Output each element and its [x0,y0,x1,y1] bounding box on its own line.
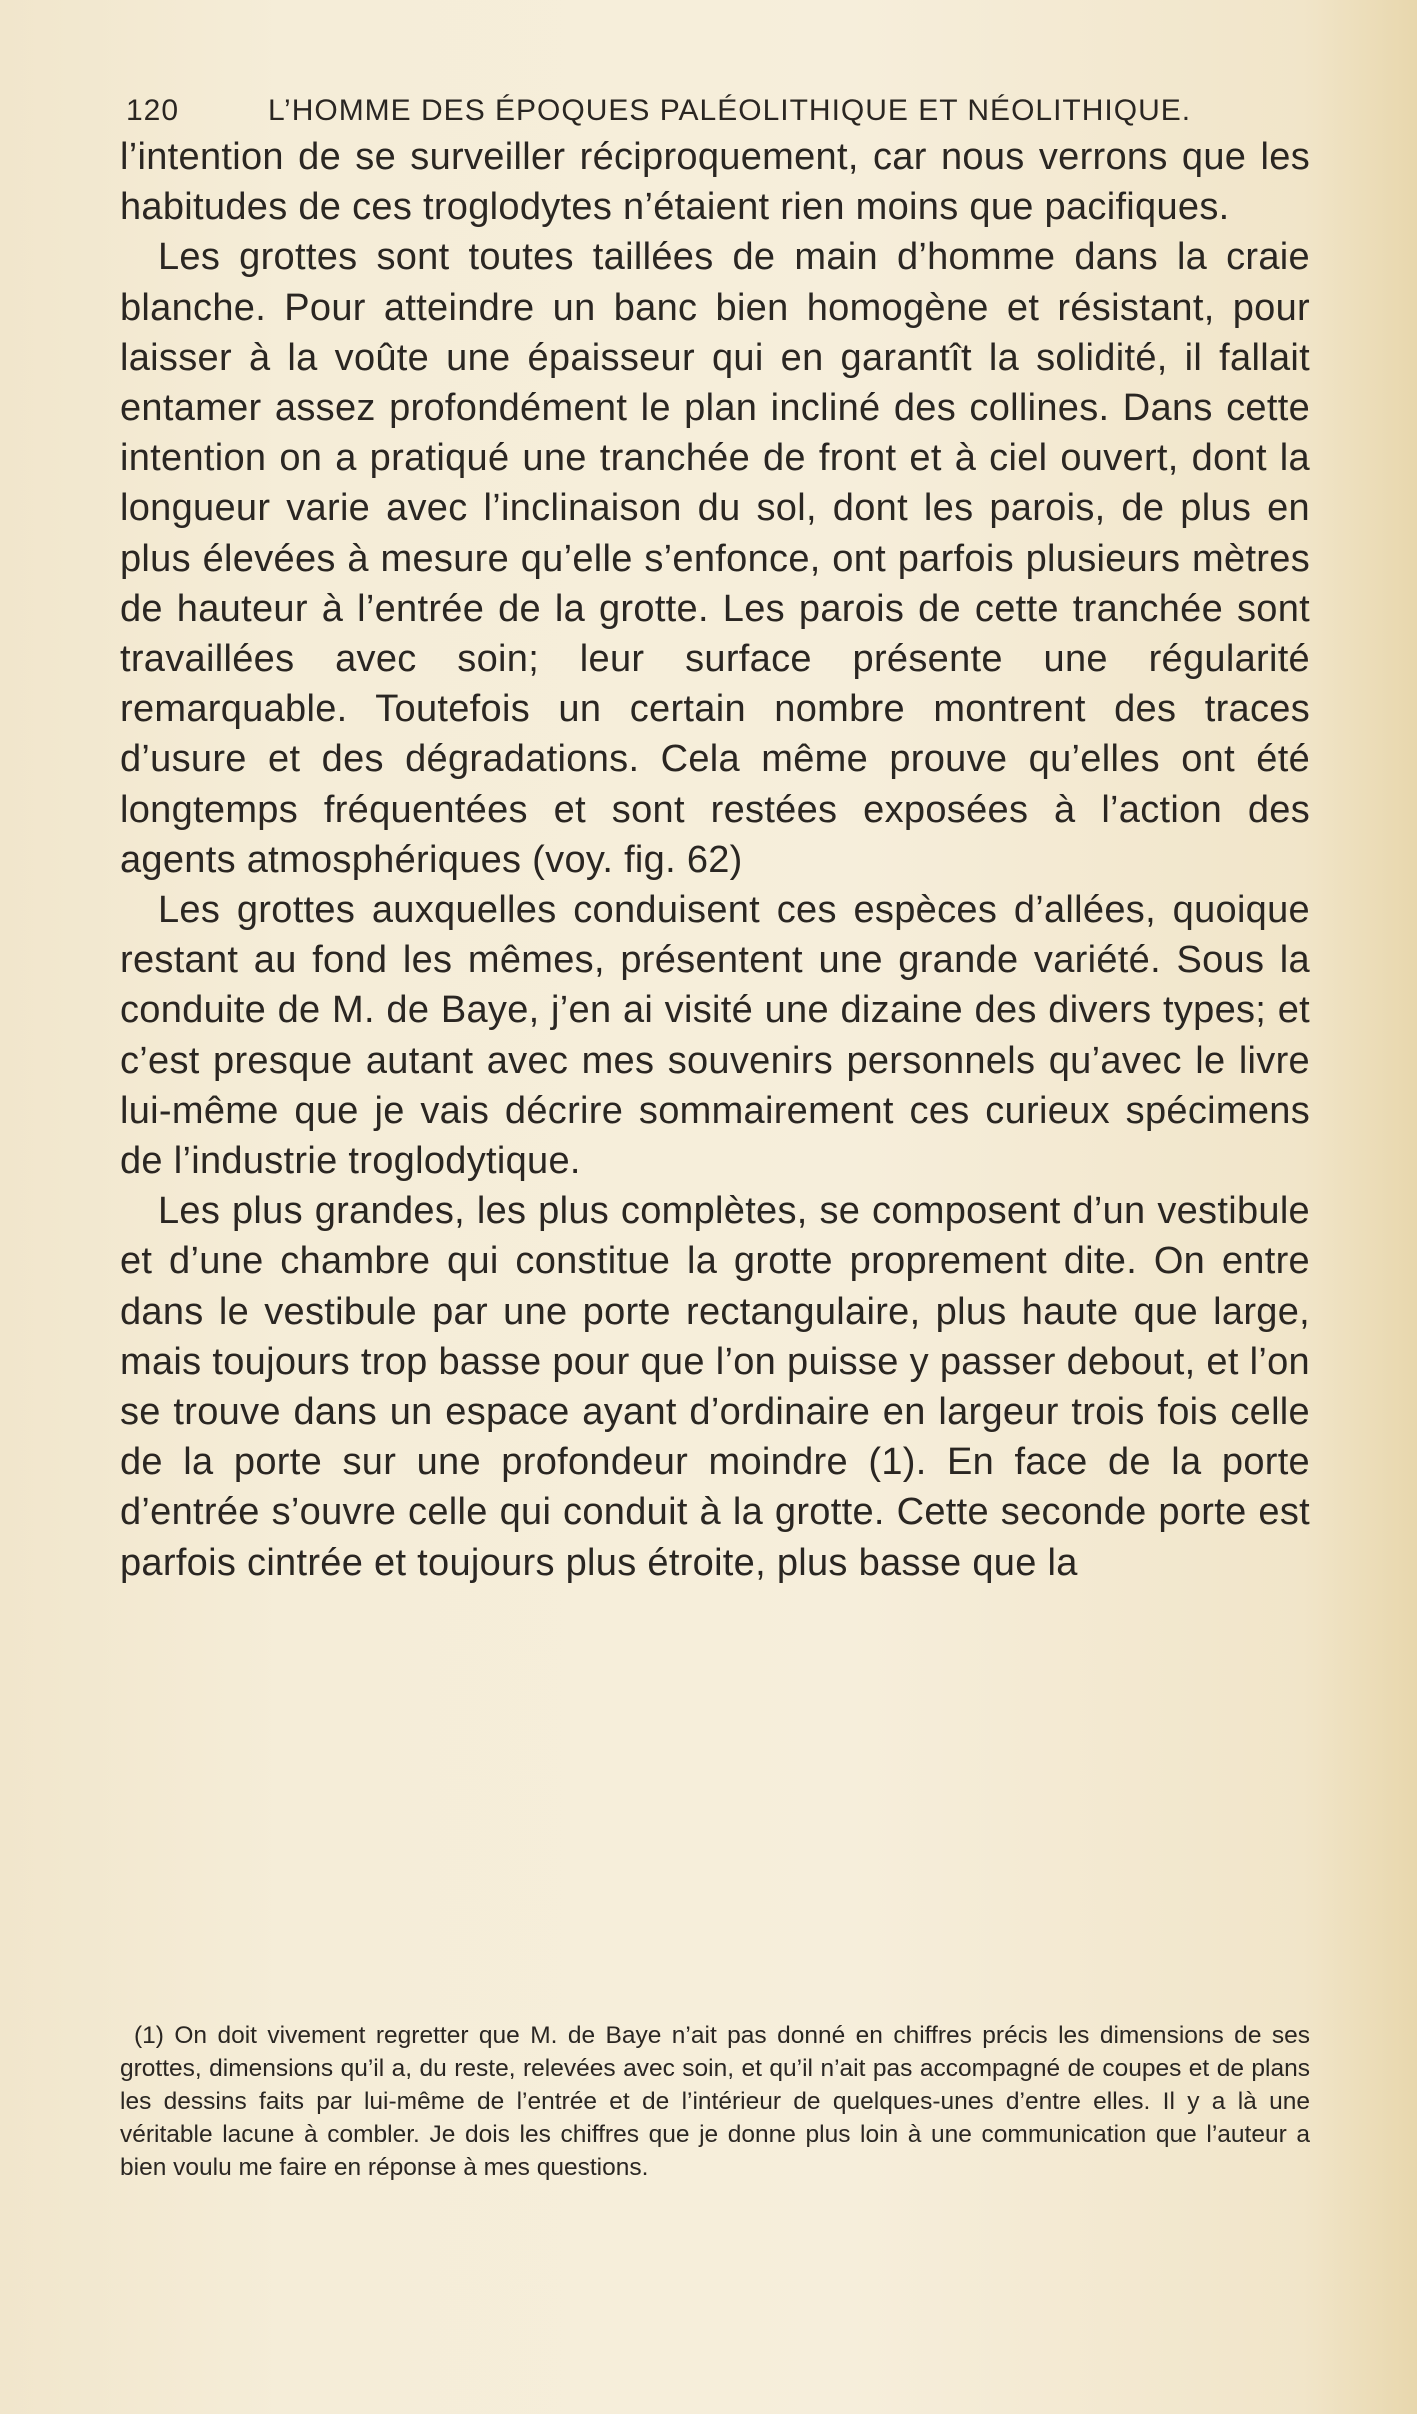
paragraph-grottes-taillees: Les grottes sont toutes taillées de main d’homme dans la craie blanche. Pour atteindre un banc bien homogène et résistant, pour laisser à la voûte une épaisseur qui en garantît la solidité, il fallait entamer assez profondément le plan incliné des collines. Dans cette intention on a pratiqué une tranchée de front et à ciel ouvert, dont la longueur varie avec l’inclinaison du sol, dont les parois, de plus en plus élevées à mesure qu’elle s’enfonce, ont parfois plusieurs mètres de hauteur à l’entrée de la grotte. Les parois de cette tranchée sont travaillées avec soin; leur surface présente une régularité remarquable. Toutefois un certain nombre montrent des traces d’usure et des dégradations. Cela même prouve qu’elles ont été longtemps fréquentées et sont restées exposées à l’action des agents atmosphériques (voy. fig. 62) [120,236,1310,881]
page-header [120,94,1320,134]
footnotes [120,2019,1310,2184]
body-text [120,132,1310,1588]
paragraph-grottes-variete: Les grottes auxquelles conduisent ces espèces d’allées, quoique restant au fond les mêmes, présentent une grande variété. Sous la conduite de M. de Baye, j’en ai visité une dizaine des divers types; et c’est presque autant avec mes souvenirs personnels qu’avec le livre lui-même que je vais décrire sommairement ces curieux spécimens de l’industrie troglodytique. [120,889,1310,1183]
paragraph-continuation: l’intention de se surveiller réciproquement, car nous verrons que les habitudes de ces troglodytes n’étaient rien moins que pacifiques. [120,136,1310,229]
running-title: L’HOMME DES ÉPOQUES PALÉOLITHIQUE ET NÉOLITHIQUE. [268,94,1192,127]
paragraph-vestibule: Les plus grandes, les plus complètes, se composent d’un vestibule et d’une chambre qui constitue la grotte proprement dite. On entre dans le vestibule par une porte rectangulaire, plus haute que large, mais toujours trop basse pour que l’on puisse y passer debout, et l’on se trouve dans un espace ayant d’ordinaire en largeur trois fois celle de la porte sur une profondeur moindre (1). En face de la porte d’entrée s’ouvre celle qui conduit à la grotte. Cette seconde porte est parfois cintrée et toujours plus étroite, plus basse que la [120,1190,1310,1584]
footnote-1: (1) On doit vivement regretter que M. de Baye n’ait pas donné en chiffres précis les dimensions de ses grottes, dimensions qu’il a, du reste, relevées avec soin, et qu’il n’ait pas accompagné de coupes et de plans les dessins faits par lui-même de l’entrée et de l’intérieur de quelques-unes d’entre elles. Il y a là une véritable lacune à combler. Je dois les chiffres que je donne plus loin à une communication que l’auteur a bien voulu me faire en réponse à mes questions. [120,2022,1310,2181]
page-number: 120 [126,94,180,127]
